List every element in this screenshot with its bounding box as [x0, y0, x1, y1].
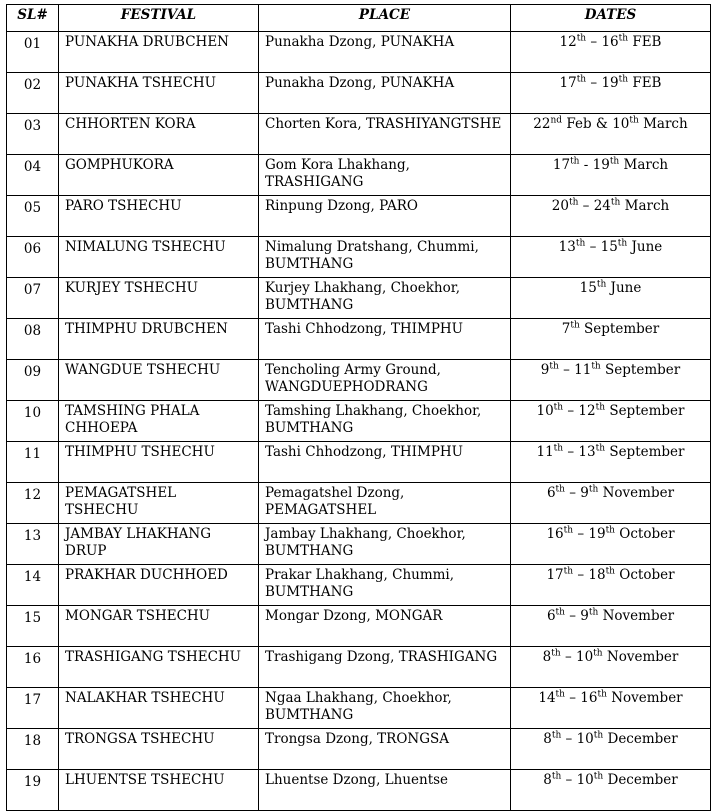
dates-cell: 8th – 10th November: [511, 647, 711, 688]
festival-cell: TAMSHING PHALA CHHOEPA: [59, 401, 259, 442]
sl-cell: 07: [7, 278, 59, 319]
festival-cell: LHUENTSE TSHECHU: [59, 770, 259, 811]
festival-cell: TRASHIGANG TSHECHU: [59, 647, 259, 688]
festival-cell: PRAKHAR DUCHHOED: [59, 565, 259, 606]
festival-cell: PUNAKHA TSHECHU: [59, 73, 259, 114]
festival-cell: PARO TSHECHU: [59, 196, 259, 237]
table-row: [7, 237, 711, 278]
dates-cell: 22nd Feb & 10th March: [511, 114, 711, 155]
sl-cell: 09: [7, 360, 59, 401]
dates-cell: 9th – 11th September: [511, 360, 711, 401]
header-dates: DATES: [511, 5, 711, 32]
dates-cell: 6th – 9th November: [511, 606, 711, 647]
table-row: [7, 606, 711, 647]
place-cell: Lhuentse Dzong, Lhuentse: [259, 770, 511, 811]
place-cell: Tencholing Army Ground, WANGDUEPHODRANG: [259, 360, 511, 401]
dates-cell: 13th – 15th June: [511, 237, 711, 278]
festival-cell: PUNAKHA DRUBCHEN: [59, 32, 259, 73]
table-row: [7, 32, 711, 73]
place-cell: Mongar Dzong, MONGAR: [259, 606, 511, 647]
table-row: [7, 196, 711, 237]
header-festival: FESTIVAL: [59, 5, 259, 32]
place-cell: Punakha Dzong, PUNAKHA: [259, 73, 511, 114]
dates-cell: 17th - 19th March: [511, 155, 711, 196]
table-row: [7, 114, 711, 155]
festival-cell: KURJEY TSHECHU: [59, 278, 259, 319]
festival-table: [6, 4, 711, 811]
festival-cell: CHHORTEN KORA: [59, 114, 259, 155]
sl-cell: 05: [7, 196, 59, 237]
festival-cell: TRONGSA TSHECHU: [59, 729, 259, 770]
sl-cell: 04: [7, 155, 59, 196]
table-row: [7, 729, 711, 770]
dates-cell: 11th – 13th September: [511, 442, 711, 483]
place-cell: Chorten Kora, TRASHIYANGTSHE: [259, 114, 511, 155]
sl-cell: 19: [7, 770, 59, 811]
table-row: [7, 565, 711, 606]
sl-cell: 12: [7, 483, 59, 524]
sl-cell: 14: [7, 565, 59, 606]
sl-cell: 06: [7, 237, 59, 278]
dates-cell: 15th June: [511, 278, 711, 319]
sl-cell: 16: [7, 647, 59, 688]
table-row: [7, 278, 711, 319]
table-row: [7, 155, 711, 196]
festival-cell: WANGDUE TSHECHU: [59, 360, 259, 401]
table-row: [7, 647, 711, 688]
dates-cell: 7th September: [511, 319, 711, 360]
festival-cell: PEMAGATSHEL TSHECHU: [59, 483, 259, 524]
festival-cell: THIMPHU TSHECHU: [59, 442, 259, 483]
header-place: PLACE: [259, 5, 511, 32]
sl-cell: 17: [7, 688, 59, 729]
table-row: [7, 401, 711, 442]
place-cell: Trongsa Dzong, TRONGSA: [259, 729, 511, 770]
festival-cell: MONGAR TSHECHU: [59, 606, 259, 647]
place-cell: Prakar Lhakhang, Chummi, BUMTHANG: [259, 565, 511, 606]
dates-cell: 16th – 19th October: [511, 524, 711, 565]
header-sl: SL#: [7, 5, 59, 32]
table-row: [7, 483, 711, 524]
table-row: [7, 360, 711, 401]
place-cell: Tashi Chhodzong, THIMPHU: [259, 442, 511, 483]
header-row: [7, 5, 711, 32]
dates-cell: 8th – 10th December: [511, 770, 711, 811]
sl-cell: 08: [7, 319, 59, 360]
sl-cell: 11: [7, 442, 59, 483]
place-cell: Jambay Lhakhang, Choekhor, BUMTHANG: [259, 524, 511, 565]
dates-cell: 17th – 18th October: [511, 565, 711, 606]
place-cell: Kurjey Lhakhang, Choekhor, BUMTHANG: [259, 278, 511, 319]
dates-cell: 6th – 9th November: [511, 483, 711, 524]
festival-cell: THIMPHU DRUBCHEN: [59, 319, 259, 360]
place-cell: Pemagatshel Dzong, PEMAGATSHEL: [259, 483, 511, 524]
place-cell: Nimalung Dratshang, Chummi, BUMTHANG: [259, 237, 511, 278]
place-cell: Tashi Chhodzong, THIMPHU: [259, 319, 511, 360]
place-cell: Trashigang Dzong, TRASHIGANG: [259, 647, 511, 688]
dates-cell: 8th – 10th December: [511, 729, 711, 770]
sl-cell: 13: [7, 524, 59, 565]
sl-cell: 01: [7, 32, 59, 73]
place-cell: Gom Kora Lhakhang, TRASHIGANG: [259, 155, 511, 196]
dates-cell: 14th – 16th November: [511, 688, 711, 729]
sl-cell: 18: [7, 729, 59, 770]
table-row: [7, 73, 711, 114]
dates-cell: 17th – 19th FEB: [511, 73, 711, 114]
table-row: [7, 319, 711, 360]
sl-cell: 03: [7, 114, 59, 155]
place-cell: Tamshing Lhakhang, Choekhor, BUMTHANG: [259, 401, 511, 442]
festival-cell: GOMPHUKORA: [59, 155, 259, 196]
sl-cell: 02: [7, 73, 59, 114]
table-row: [7, 524, 711, 565]
place-cell: Ngaa Lhakhang, Choekhor, BUMTHANG: [259, 688, 511, 729]
place-cell: Rinpung Dzong, PARO: [259, 196, 511, 237]
dates-cell: 20th – 24th March: [511, 196, 711, 237]
place-cell: Punakha Dzong, PUNAKHA: [259, 32, 511, 73]
festival-cell: NIMALUNG TSHECHU: [59, 237, 259, 278]
table-row: [7, 770, 711, 811]
dates-cell: 10th – 12th September: [511, 401, 711, 442]
festival-cell: NALAKHAR TSHECHU: [59, 688, 259, 729]
festival-cell: JAMBAY LHAKHANG DRUP: [59, 524, 259, 565]
sl-cell: 15: [7, 606, 59, 647]
table-row: [7, 442, 711, 483]
table-row: [7, 688, 711, 729]
dates-cell: 12th – 16th FEB: [511, 32, 711, 73]
sl-cell: 10: [7, 401, 59, 442]
